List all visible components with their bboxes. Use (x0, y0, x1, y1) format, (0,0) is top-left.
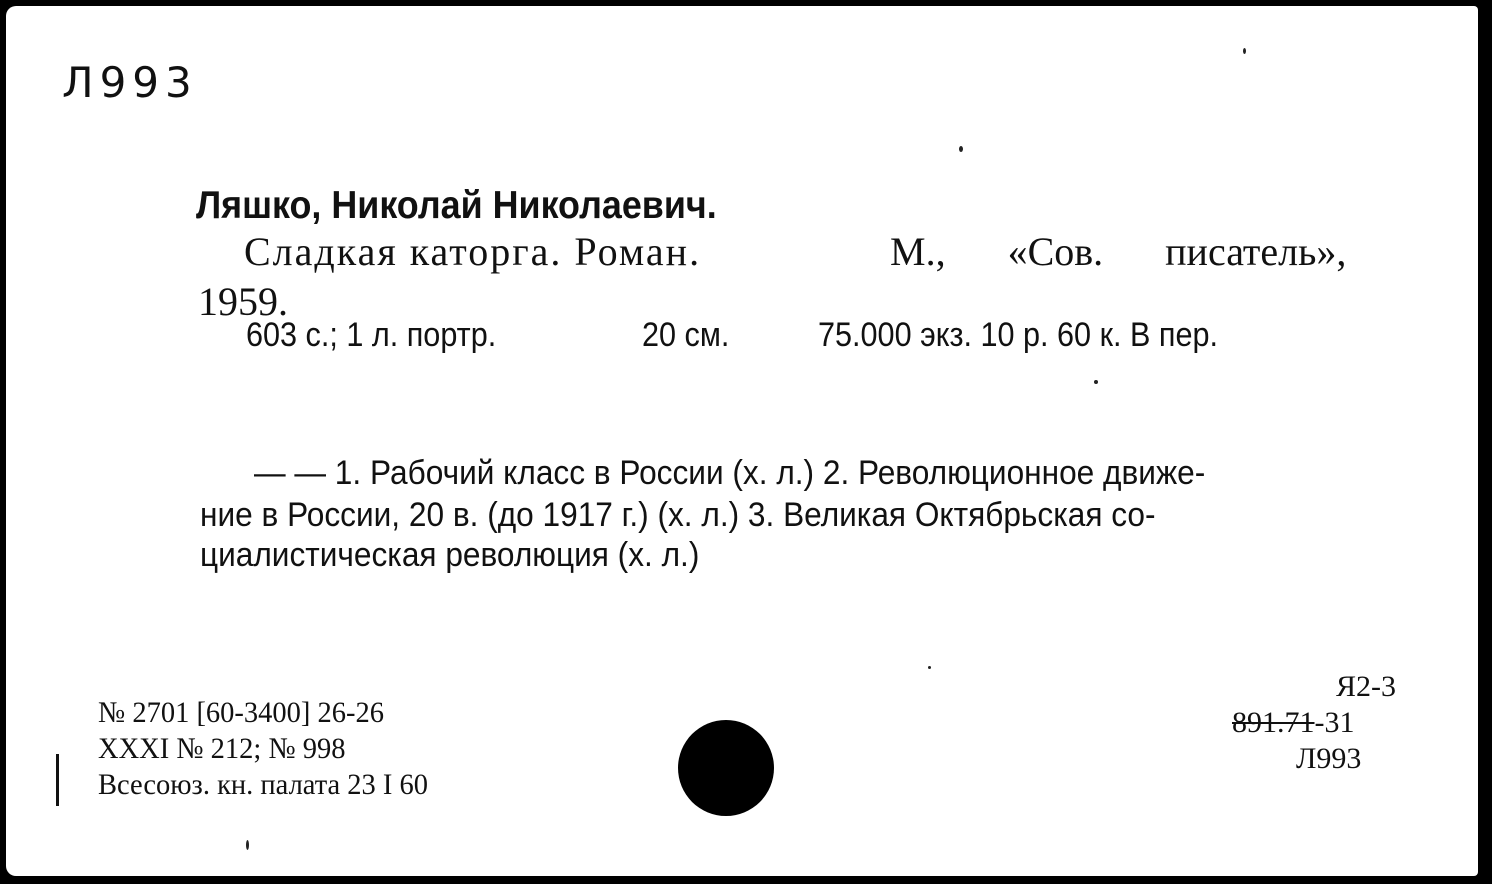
author-mark: Л993 (1296, 742, 1362, 775)
publisher-info: М., «Сов. писатель», (890, 229, 1347, 274)
shelf-number-struck: 891.71 (1232, 706, 1315, 739)
book-title: Сладкая каторга. Роман. (244, 229, 702, 274)
registry-line-2: XXXI № 212; № 998 (98, 732, 346, 765)
registry-line-3: Всесоюз. кн. палата 23 I 60 (98, 768, 429, 801)
ink-speck (1243, 48, 1246, 54)
handwritten-call-mark: Л993 (62, 58, 198, 107)
ink-speck (959, 146, 963, 152)
margin-mark (56, 754, 59, 806)
author-heading: Ляшко, Николай Николаевич. (196, 184, 717, 227)
copies-price: 75.000 экз. 10 р. 60 к. В пер. (818, 316, 1218, 354)
ink-speck (1094, 380, 1098, 384)
book-size: 20 см. (642, 316, 730, 354)
punch-hole (678, 720, 774, 816)
shelf-number-suffix: -31 (1314, 706, 1355, 739)
catalog-card (6, 6, 1478, 876)
subject-line-2: ние в России, 20 в. (до 1917 г.) (х. л.) 3. Великая Октябрьская со- (200, 496, 1156, 534)
subject-line-1: — — 1. Рабочий класс в России (х. л.) 2. Революционное движе- (254, 454, 1206, 492)
registry-line-1: № 2701 [60-3400] 26-26 (98, 696, 385, 729)
shelf-number (1232, 706, 1355, 740)
classification-code: Я2-3 (1336, 670, 1396, 703)
publication-year: 1959. (198, 279, 288, 324)
page-count: 603 с.; 1 л. портр. (246, 316, 497, 354)
ink-speck (246, 840, 249, 850)
ink-speck (928, 666, 931, 669)
subject-line-3: циалистическая революция (х. л.) (200, 536, 700, 574)
